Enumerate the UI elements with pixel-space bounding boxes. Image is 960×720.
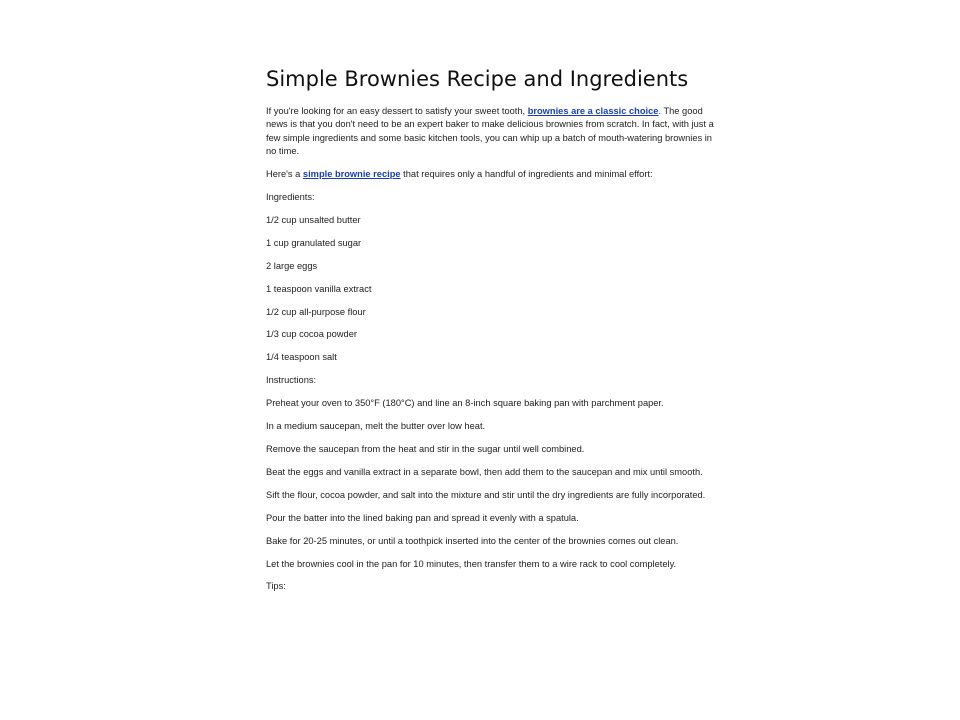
- recipe-intro-paragraph: [266, 168, 716, 181]
- ingredient-item: 1/4 teaspoon salt: [266, 352, 337, 363]
- instruction-step: Remove the saucepan from the heat and stir in the sugar until well combined.: [266, 444, 585, 454]
- instruction-step: In a medium saucepan, melt the butter over low heat.: [266, 421, 486, 432]
- instruction-step: Let the brownies cool in the pan for 10 minutes, then transfer them to a wire rack to cool completely.: [266, 558, 677, 569]
- ingredients-heading: Ingredients:: [266, 192, 315, 203]
- ingredient-item: 1/3 cup cocoa powder: [266, 329, 357, 340]
- ingredient-item: 1/2 cup unsalted butter: [266, 214, 361, 225]
- tips-heading: Tips:: [266, 581, 286, 592]
- ingredient-item: 2 large eggs: [266, 260, 318, 271]
- ingredient-item: 1/2 cup all-purpose flour: [266, 306, 366, 317]
- instruction-step: Pour the batter into the lined baking pan and spread it evenly with a spatula.: [266, 512, 579, 523]
- instruction-step: Preheat your oven to 350°F (180°C) and line an 8-inch square baking pan with parchment paper.: [266, 398, 664, 409]
- simple-brownie-recipe-link[interactable]: simple brownie recipe: [302, 169, 401, 180]
- document-page: [266, 64, 716, 603]
- intro-text-start: If you're looking for an easy dessert to satisfy your sweet tooth,: [266, 106, 528, 116]
- recipe-intro-start: Here's a: [266, 169, 303, 180]
- ingredient-item: 1 cup granulated sugar: [266, 237, 362, 248]
- instruction-step: Beat the eggs and vanilla extract in a separate bowl, then add them to the saucepan and mix until smooth.: [266, 466, 703, 477]
- recipe-intro-end: that requires only a handful of ingredients and minimal effort:: [400, 169, 653, 180]
- instruction-step: Sift the flour, cocoa powder, and salt into the mixture and stir until the dry ingredients are fully incorporated.: [266, 489, 706, 500]
- instruction-step: Bake for 20-25 minutes, or until a toothpick inserted into the center of the brownies comes out clean.: [266, 535, 679, 546]
- intro-paragraph: [266, 105, 716, 159]
- intro-text-end: . The good news is that you don't need to be an expert baker to make delicious brownies from scratch. In fact, with just a few simple ingredients and some basic kitchen tools, you can whip up a batch of mouth-watering brownies in no time.: [266, 106, 714, 157]
- instructions-heading: Instructions:: [266, 375, 317, 386]
- ingredient-item: 1 teaspoon vanilla extract: [266, 283, 372, 294]
- page-title: Simple Brownies Recipe and Ingredients: [266, 67, 689, 91]
- brownies-classic-choice-link[interactable]: brownies are a classic choice: [527, 106, 659, 116]
